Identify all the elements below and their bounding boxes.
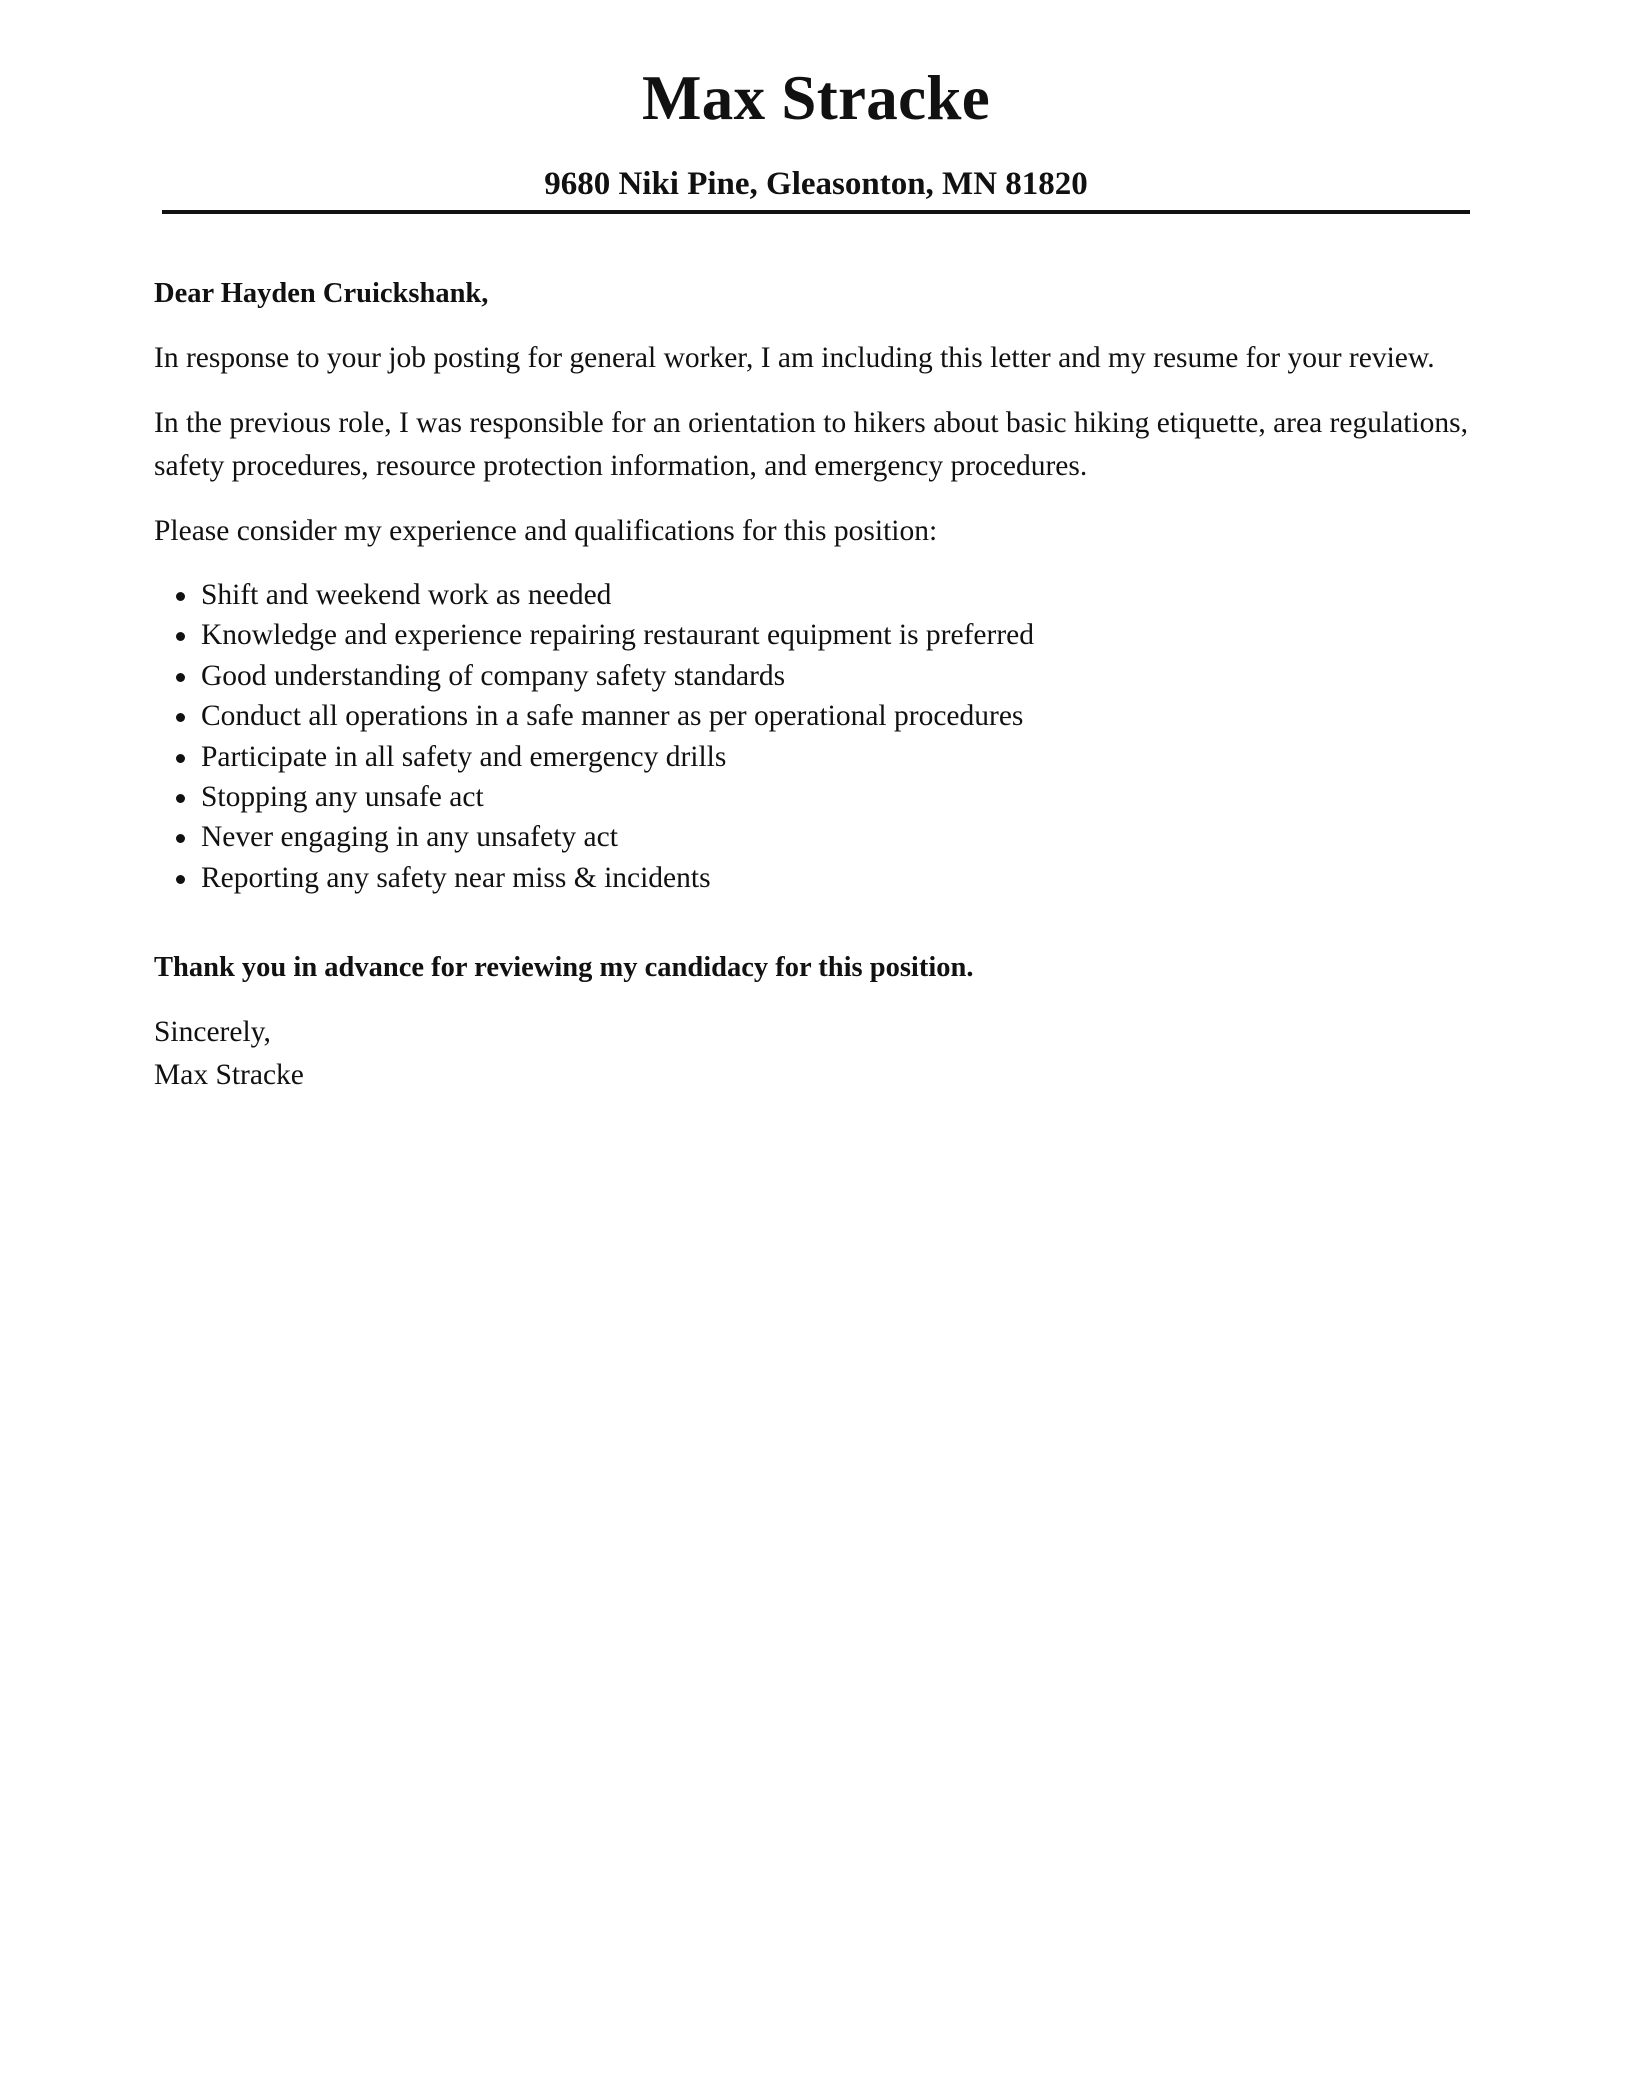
experience-paragraph: In the previous role, I was responsible for an orientation to hikers about basic hiking etiquette, area regulations, safety procedures, resource protection information, and emergency procedures. bbox=[154, 407, 1469, 482]
bullet-icon bbox=[176, 673, 185, 682]
list-item bbox=[154, 656, 1484, 696]
list-item-text: Reporting any safety near miss & incidents bbox=[201, 861, 711, 894]
list-item-text: Conduct all operations in a safe manner as per operational procedures bbox=[201, 700, 1024, 733]
applicant-address: 9680 Niki Pine, Gleasonton, MN 81820 bbox=[544, 166, 1088, 202]
list-item-text: Knowledge and experience repairing restaurant equipment is preferred bbox=[201, 619, 1035, 652]
bullet-icon bbox=[176, 794, 185, 803]
salutation: Dear Hayden Cruickshank, bbox=[154, 278, 489, 309]
qualifications-lead-in: Please consider my experience and qualifications for this position: bbox=[154, 515, 938, 547]
signoff: Sincerely, bbox=[154, 1016, 271, 1049]
list-item bbox=[154, 858, 1484, 898]
list-item bbox=[154, 777, 1484, 817]
list-item bbox=[154, 575, 1484, 615]
bullet-icon bbox=[176, 875, 185, 884]
intro-paragraph: In response to your job posting for general worker, I am including this letter and my resume for your review. bbox=[154, 342, 1435, 374]
list-item-text: Stopping any unsafe act bbox=[201, 781, 484, 814]
list-item bbox=[154, 737, 1484, 777]
list-item-text: Good understanding of company safety standards bbox=[201, 659, 786, 692]
list-item bbox=[154, 696, 1484, 736]
letter-body bbox=[154, 272, 1484, 1097]
applicant-name: Max Stracke bbox=[642, 63, 990, 133]
closing-statement: Thank you in advance for reviewing my candidacy for this position. bbox=[154, 952, 974, 984]
list-item-text: Participate in all safety and emergency drills bbox=[201, 740, 727, 773]
list-item bbox=[154, 615, 1484, 655]
list-item-text: Shift and weekend work as needed bbox=[201, 579, 612, 611]
bullet-icon bbox=[176, 632, 185, 641]
bullet-icon bbox=[176, 754, 185, 763]
bullet-icon bbox=[176, 713, 185, 722]
bullet-icon bbox=[176, 834, 185, 843]
header-divider bbox=[162, 210, 1470, 214]
signature-name: Max Stracke bbox=[154, 1059, 304, 1092]
list-item bbox=[154, 817, 1484, 857]
bullet-icon bbox=[176, 592, 185, 601]
list-item-text: Never engaging in any unsafety act bbox=[201, 821, 618, 854]
qualifications-list bbox=[154, 575, 1484, 898]
